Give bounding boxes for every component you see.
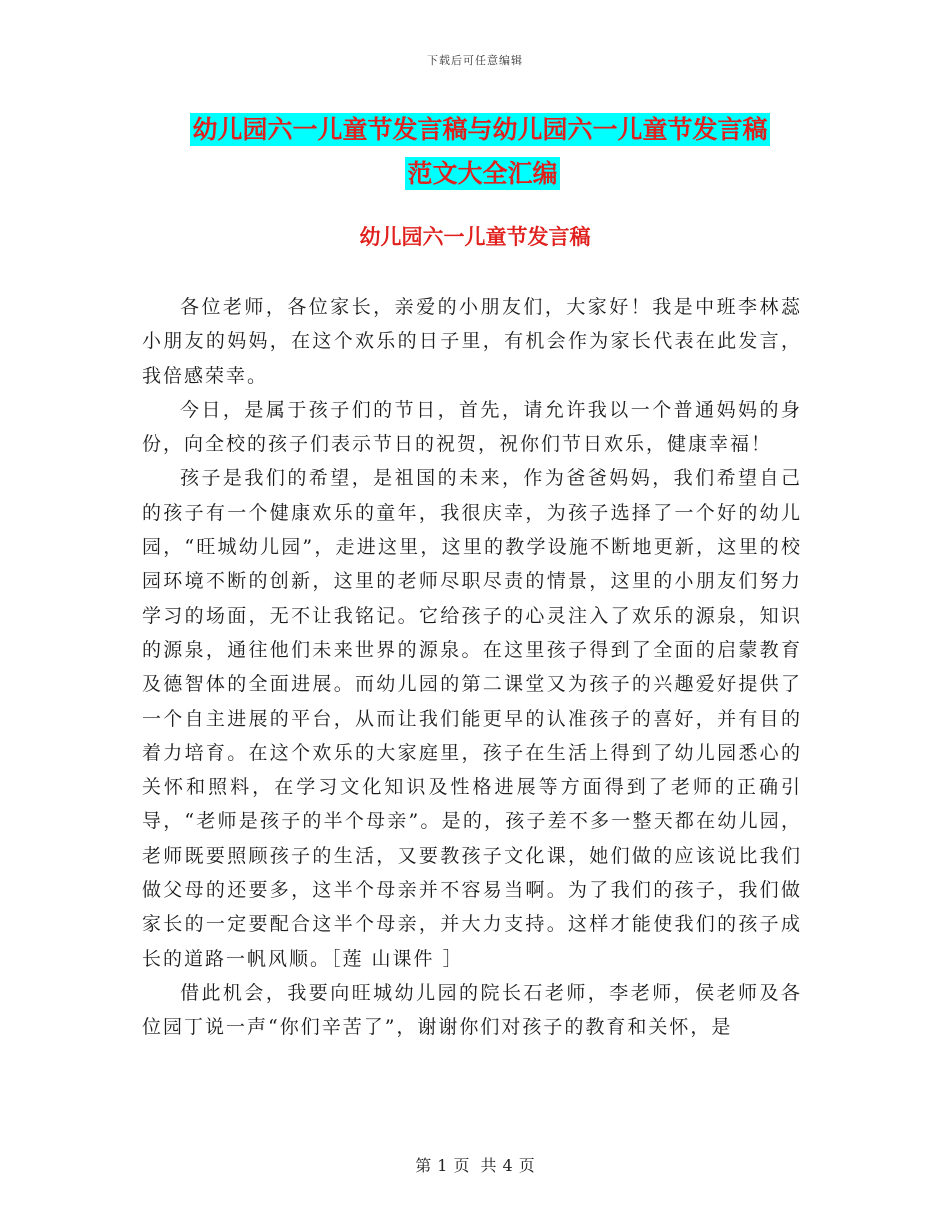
page-label-mid: 页 共 bbox=[453, 1156, 497, 1175]
paragraph-thanks: 借此机会，我要向旺城幼儿园的院长石老师，李老师，侯老师及各位园丁说一声“你们辛苦了”，谢谢你们对孩子的教育和关怀，是 bbox=[142, 981, 802, 1039]
paragraph-greeting: 各位老师，各位家长，亲爱的小朋友们，大家好！我是中班李林蕊小朋友的妈妈，在这个欢乐的日子里，有机会作为家长代表在此发言，我倍感荣幸。 bbox=[142, 296, 802, 387]
document-title bbox=[140, 108, 820, 196]
page-label-prefix: 第 bbox=[415, 1156, 432, 1175]
page-label-suffix: 页 bbox=[518, 1156, 535, 1175]
page-footer bbox=[0, 1153, 950, 1176]
section-title: 幼儿园六一儿童节发言稿 bbox=[359, 224, 591, 249]
paragraph-holiday-wishes: 今日，是属于孩子们的节日，首先，请允许我以一个普通妈妈的身份，向全校的孩子们表示节日的祝贺，祝你们节日欢乐，健康幸福！ bbox=[142, 398, 802, 456]
paragraph-kindergarten-praise: 孩子是我们的希望，是祖国的未来，作为爸爸妈妈，我们希望自己的孩子有一个健康欢乐的童年，我很庆幸，为孩子选择了一个好的幼儿园，“旺城幼儿园”，走进这里，这里的教学设施不断地更新，这里的校园环境不断的创新，这里的老师尽职尽责的情景，这里的小朋友们努力学习的场面，无不让我铭记。它给孩子的心灵注入了欢乐的源泉，知识的源泉，通往他们未来世界的源泉。在这里孩子得到了全面的启蒙教育及德智体的全面进展。而幼儿园的第二课堂又为孩子的兴趣爱好提供了一个自主进展的平台，从而让我们能更早的认准孩子的喜好，并有目的着力培育。在这个欢乐的大家庭里，孩子在生活上得到了幼儿园悉心的关怀和照料，在学习文化知识及性格进展等方面得到了老师的正确引导，“老师是孩子的半个母亲”。是的，孩子差不多一整天都在幼儿园，老师既要照顾孩子的生活，又要教孩子文化课，她们做的应该说比我们做父母的还要多，这半个母亲并不容易当啊。为了我们的孩子，我们做家长的一定要配合这半个母亲，并大力支持。这样才能使我们的孩子成长的道路一帆风顺。［莲 山课件 ］ bbox=[142, 467, 802, 970]
page-number-current: 1 bbox=[437, 1156, 448, 1175]
document-body bbox=[142, 290, 802, 1045]
document-title-line-1: 幼儿园六一儿童节发言稿与幼儿园六一儿童节发言稿 bbox=[192, 115, 768, 144]
header-note: 下载后可任意编辑 bbox=[427, 54, 523, 67]
document-title-line-2: 范文大全汇编 bbox=[407, 159, 558, 188]
page-number-total: 4 bbox=[502, 1156, 513, 1175]
